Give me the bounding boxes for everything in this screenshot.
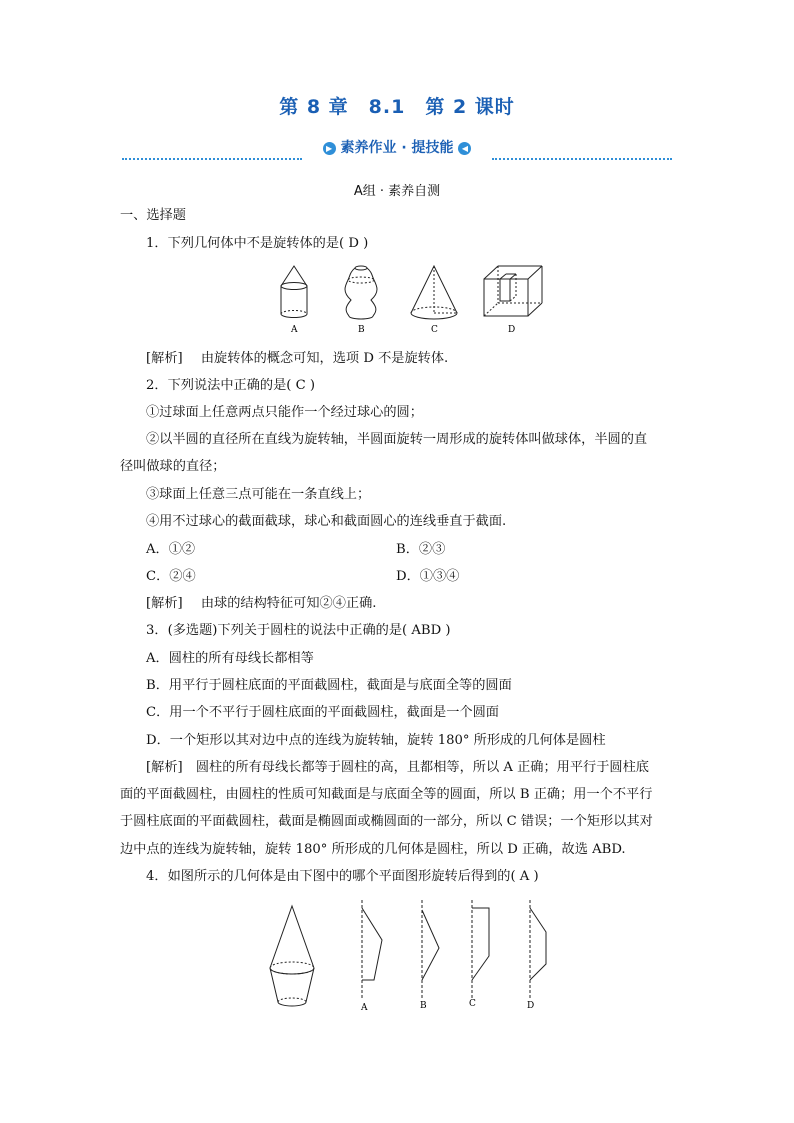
q1-figure-c <box>411 266 457 319</box>
page-title: 第 8 章 8.1 第 2 课时 <box>279 96 515 118</box>
q4-label-d: D <box>527 1001 535 1011</box>
q4-stem: 4．如图所示的几何体是由下图中的哪个平面图形旋转后得到的( A ) <box>146 869 539 884</box>
q2-statement-1: ①过球面上任意两点只能作一个经过球心的圆； <box>146 405 423 420</box>
q1-label-d: D <box>508 325 516 335</box>
group-title: A组 · 素养自测 <box>353 184 441 199</box>
q2-option-c: C．②④ <box>146 569 196 584</box>
play-right-icon: ▶ <box>323 142 336 155</box>
q1-figure-d <box>484 266 542 316</box>
banner-divider-left <box>122 158 302 160</box>
q4-label-b: B <box>420 1001 427 1011</box>
q3-analysis-line-2: 面的平面截圆柱，由圆柱的性质可知截面是与底面全等的圆面，所以 B 正确；用一个不平行 <box>120 787 653 802</box>
q4-label-c: C <box>469 999 476 1009</box>
q1-label-c: C <box>431 325 438 335</box>
q3-option-b: B．用平行于圆柱底面的平面截圆柱，截面是与底面全等的圆面 <box>146 678 512 693</box>
banner-divider-right <box>492 158 672 160</box>
q2-statement-4: ④用不过球心的截面截球，球心和截面圆心的连线垂直于截面. <box>146 514 507 529</box>
q3-analysis-line-4: 边中点的连线为旋转轴，旋转 180° 所形成的几何体是圆柱，所以 D 正确，故选 ABD. <box>120 842 626 857</box>
q2-option-d: D．①③④ <box>396 569 460 584</box>
play-left-icon: ◀ <box>458 142 471 155</box>
q1-figure-b <box>345 266 377 319</box>
q2-stem: 2．下列说法中正确的是( C ) <box>146 378 316 393</box>
q2-analysis-tag: [解析] <box>146 596 183 611</box>
q2-statement-2: ②以半圆的直径所在直线为旋转轴，半圆面旋转一周形成的旋转体叫做球体，半圆的直 <box>146 432 648 447</box>
q4-option-d-shape <box>530 900 546 998</box>
q4-option-a-shape <box>362 900 382 998</box>
q2-statement-2-cont: 径叫做球的直径； <box>120 459 226 474</box>
q2-analysis: 由球的结构特征可知②④正确. <box>200 596 377 611</box>
q3-stem: 3．(多选题)下列关于圆柱的说法中正确的是( ABD ) <box>146 623 451 638</box>
q1-label-a: A <box>291 325 298 335</box>
q2-option-b: B．②③ <box>396 542 446 557</box>
q3-analysis-line-3: 于圆柱底面的平面截圆柱，截面是椭圆面或椭圆面的一部分，所以 C 错误；一个矩形以其对 <box>120 814 653 829</box>
q2-option-a: A．①② <box>146 542 196 557</box>
q1-figure-a <box>281 266 307 318</box>
q4-label-a: A <box>361 1003 368 1013</box>
q1-stem: 1．下列几何体中不是旋转体的是( D ) <box>146 236 369 251</box>
q4-option-c-shape <box>472 900 489 998</box>
q1-analysis-tag: [解析] <box>146 351 183 366</box>
q4-figures <box>262 898 562 1016</box>
q1-figures <box>270 262 550 340</box>
q1-analysis: 由旋转体的概念可知，选项 D 不是旋转体. <box>200 351 449 366</box>
q3-option-c: C．用一个不平行于圆柱底面的平面截圆柱，截面是一个圆面 <box>146 705 499 720</box>
q4-option-b-shape <box>422 900 439 998</box>
q3-option-a: A．圆柱的所有母线长都相等 <box>146 651 314 666</box>
section-title: 一、选择题 <box>120 208 186 223</box>
q4-solid <box>270 906 314 1006</box>
q2-statement-3: ③球面上任意三点可能在一条直线上； <box>146 487 371 502</box>
q3-option-d: D．一个矩形以其对边中点的连线为旋转轴，旋转 180° 所形成的几何体是圆柱 <box>146 733 606 748</box>
banner-text: 素养作业 · 提技能 <box>340 140 454 156</box>
q3-analysis-line-1: [解析] 圆柱的所有母线长都等于圆柱的高，且都相等，所以 A 正确；用平行于圆柱底 <box>146 760 649 775</box>
section-banner <box>299 138 495 160</box>
q1-label-b: B <box>358 325 365 335</box>
